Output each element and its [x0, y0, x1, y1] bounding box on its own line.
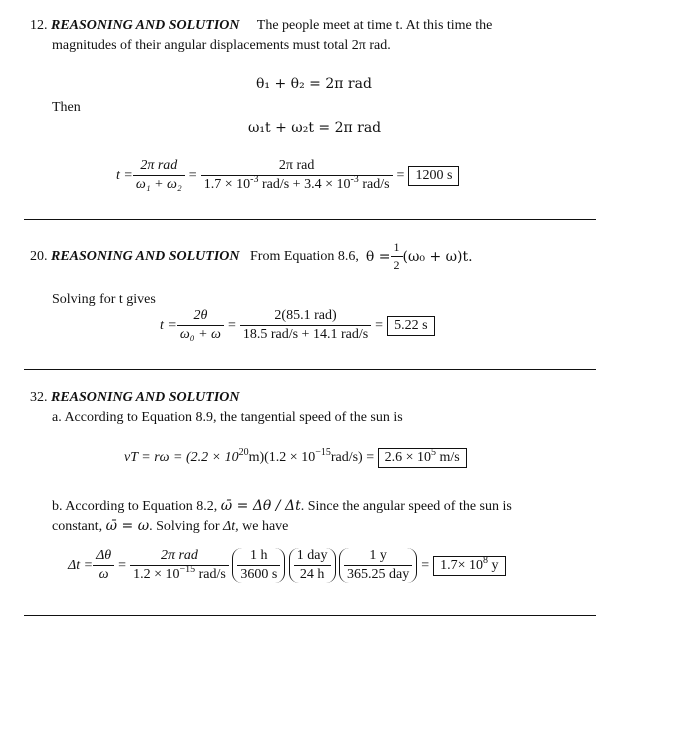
fraction: $\frac{2\theta}{\text{ω₀ + ω}}$: [177, 308, 224, 343]
divider: [24, 615, 596, 616]
equation-rhs: (ω₀ + ω)t.: [402, 248, 473, 265]
fraction-denominator: $1.7 \times 10^{-3}$ $rad/s + 3.4 \times 10^{-3}$ rad/s: [201, 175, 393, 193]
answer-box: 1200 s: [408, 166, 459, 186]
problem-text-b2: constant, ω̄ = ω. Solving for Δt, we have: [52, 518, 289, 534]
problem-12-header: [30, 18, 492, 34]
fraction: $\frac{1}{2}$: [391, 240, 403, 273]
equation-lhs: θ =: [365, 248, 391, 265]
divider: [24, 369, 596, 370]
problem-number: 32.: [30, 390, 48, 405]
conversion-factor: $\frac{1 y}{\text{365.25 day}}$: [339, 548, 417, 583]
problem-number: 20.: [30, 248, 48, 264]
problem-32-header: [30, 390, 240, 406]
problem-20-header: [30, 240, 473, 273]
answer-box: $1.7\times 10^8$ y: [433, 556, 505, 576]
problem-text: a. According to Equation 8.9, the tangential speed of the sun is: [52, 410, 403, 425]
equation-t: t = $\frac{2\theta}{\text{ω₀ + ω}}$ = $\frac{\text{2(85.1 rad)}}{\text{18.5 rad/s + 14.1 rad/s}}$ = 5.22 s: [160, 308, 435, 343]
equation: ω₁t + ω₂t = 2π rad: [248, 120, 382, 136]
fraction-denominator: ω₁ + ω₂: [133, 175, 185, 193]
problem-heading: REASONING AND SOLUTION: [51, 18, 240, 33]
fraction: $\frac{\text{2(85.1 rad)}}{\text{18.5 rad/s + 14.1 rad/s}}$: [240, 308, 371, 343]
problem-heading: REASONING AND SOLUTION: [51, 248, 240, 264]
fraction: [201, 158, 393, 193]
fraction-numerator: 2π rad: [278, 158, 315, 173]
then-label: Then: [52, 100, 81, 115]
problem-text: Solving for t gives: [52, 292, 156, 307]
divider: [24, 219, 596, 220]
answer-box: 5.22 s: [387, 316, 434, 336]
conversion-factor: $\frac{\text{1 day}}{24 h}$: [289, 548, 336, 583]
problem-text: magnitudes of their angular displacements must total 2π rad.: [52, 38, 391, 53]
equation-vt: vT = rω = (2.2 × 10 20 m)(1.2 × 10 −15 rad/s) = $2.6 \times 10^5$ m/s: [124, 448, 467, 468]
problem-heading: REASONING AND SOLUTION: [51, 390, 240, 405]
conversion-factor: $\frac{1 h}{3600 s}$: [232, 548, 285, 583]
answer-box: $2.6 \times 10^5$ m/s: [378, 448, 467, 468]
problem-text-b: b. According to Equation 8.2, ω̄ = Δθ / Δt. Since the angular speed of the sun is: [52, 498, 512, 514]
problem-number: 12.: [30, 18, 48, 33]
problem-text: From Equation 8.6,: [250, 248, 359, 264]
fraction: $\frac{\Delta\theta}{\omega}$: [93, 548, 114, 583]
fraction: [133, 158, 185, 193]
equation-lhs: t =: [160, 317, 177, 333]
equation-lhs: t =: [116, 167, 133, 183]
equation: θ₁ + θ₂ = 2π rad: [256, 76, 372, 92]
equation-t: t = $\frac{\text{2π rad}}{\text{ω₁ + ω₂}}$ = $\frac{\text{2π rad}}{1.7 \times 10^{-3} rad/s + 3.4 \times 10^{-3} rad/s}$ = 1200 s: [116, 158, 459, 193]
equation-dt: Δt = $\frac{\Delta\theta}{\omega}$ = $\frac{\text{2π rad}}{1.2 \times 10^{-15} rad/s}$ $\frac{1 h}{3600 s}$ $\frac{\text{1 day}}{24 h}$ $\frac{1 y}{\text{365.25 day}}$ = $1.7\times 10^8$ y: [68, 548, 506, 583]
problem-text: The people meet at time t. At this time the: [256, 18, 493, 33]
fraction-numerator: 2π rad: [140, 158, 178, 173]
fraction: $\frac{\text{2π rad}}{1.2 \times 10^{-15} rad/s}$: [130, 548, 229, 583]
